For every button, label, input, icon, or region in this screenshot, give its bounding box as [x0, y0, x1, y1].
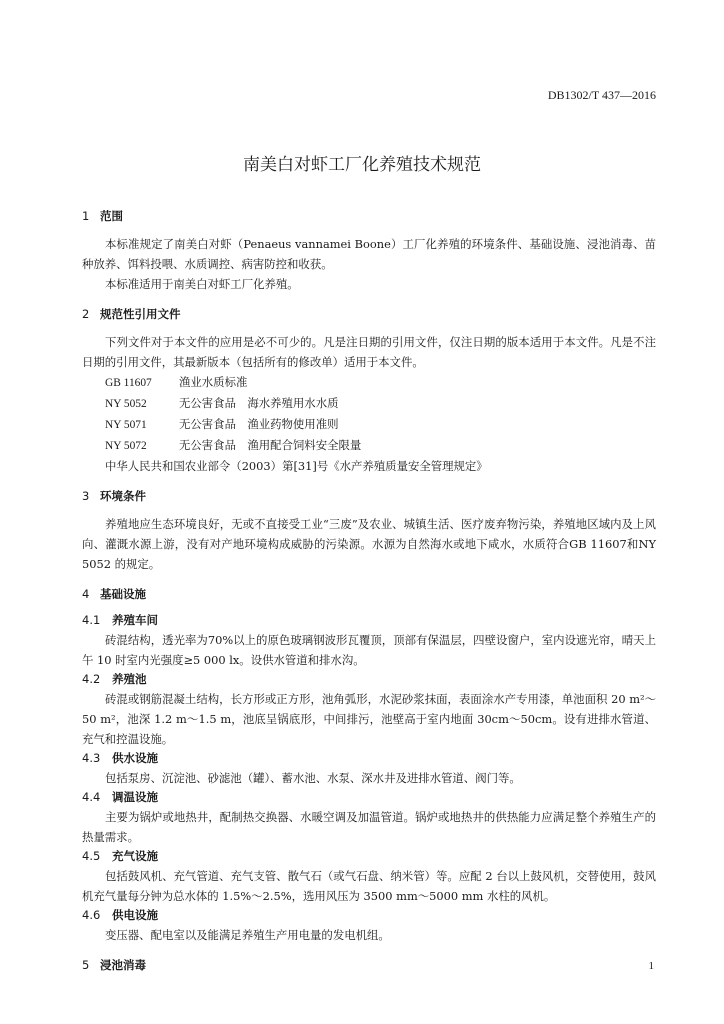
- subsection-heading: 4.2 养殖池: [82, 672, 147, 686]
- paragraph: 本标准规定了南美白对虾（Penaeus vannamei Boone）工厂化养殖的环境条件、基础设施、浸池消毒、苗种放养、饵料投喂、水质调控、病害防控和收获。: [82, 237, 656, 271]
- subsection-heading: 4.3 供水设施: [82, 751, 158, 765]
- doc-number: DB1302/T 437—2016: [547, 88, 656, 102]
- paragraph: 包括鼓风机、充气管道、充气支管、散气石（或气石盘、纳米管）等。应配 2 台以上鼓风机，交替使用，鼓风机充气量每分钟为总水体的 1.5%～2.5%，选用风压为 3500 mm～5000 mm 水柱的风机。: [82, 869, 656, 903]
- section-heading-1: 1 范围: [82, 209, 123, 223]
- section-heading-4: 4 基础设施: [82, 587, 146, 601]
- paragraph: 下列文件对于本文件的应用是必不可少的。凡是注日期的引用文件，仅注日期的版本适用于本文件。凡是不注日期的引用文件，其最新版本（包括所有的修改单）适用于本文件。: [82, 335, 656, 369]
- reference-item: GB 11607 渔业水质标准: [105, 375, 248, 389]
- paragraph: 养殖地应生态环境良好，无或不直接受工业“三废”及农业、城镇生活、医疗废弃物污染，养殖地区域内及上风向、灌溉水源上游，没有对产地环境构成威胁的污染源。水源为自然海水或地下咸水，水质符合GB 11607和NY 5052 的规定。: [82, 517, 656, 571]
- reference-item: 中华人民共和国农业部令（2003）第[31]号《水产养殖质量安全管理规定》: [105, 459, 488, 473]
- page-number: 1: [648, 960, 654, 972]
- document-body: [82, 208, 656, 983]
- reference-item: NY 5072 无公害食品 渔用配合饲料安全限量: [105, 438, 362, 452]
- subsection-heading: 4.5 充气设施: [82, 849, 158, 863]
- subsection-heading: 4.4 调温设施: [82, 790, 158, 804]
- page-title: 南美白对虾工厂化养殖技术规范: [243, 155, 481, 175]
- paragraph: 砖混或钢筋混凝土结构，长方形或正方形，池角弧形，水泥砂浆抹面，表面涂水产专用漆，单池面积 20 m²～50 m²，池深 1.2 m～1.5 m，池底呈锅底形，中间排污，池壁高于室内地面 30cm～50cm。设有进排水管道、充气和控温设施。: [82, 692, 656, 746]
- subsection-heading: 4.6 供电设施: [82, 908, 158, 922]
- reference-item: NY 5071 无公害食品 渔业药物使用准则: [105, 417, 339, 431]
- paragraph: 包括泵房、沉淀池、砂滤池（罐）、蓄水池、水泵、深水井及进排水管道、阀门等。: [105, 771, 521, 785]
- section-heading-2: 2 规范性引用文件: [82, 307, 181, 321]
- section-heading-3: 3 环境条件: [82, 489, 146, 503]
- reference-item: NY 5052 无公害食品 海水养殖用水水质: [105, 396, 339, 410]
- paragraph: 本标准适用于南美白对虾工厂化养殖。: [105, 277, 299, 291]
- subsection-heading: 4.1 养殖车间: [82, 613, 158, 627]
- section-heading-5: 5 浸池消毒: [82, 958, 146, 972]
- paragraph: 变压器、配电室以及能满足养殖生产用电量的发电机组。: [105, 928, 390, 942]
- paragraph: 主要为锅炉或地热井，配制热交换器、水暖空调及加温管道。锅炉或地热井的供热能力应满足整个养殖生产的热量需求。: [82, 810, 656, 844]
- paragraph: 砖混结构，透光率为70%以上的原色玻璃钢波形瓦覆顶，顶部有保温层，四壁设窗户，室内设遮光帘，晴天上午 10 时室内光强度≥5 000 lx。设供水管道和排水沟。: [82, 633, 656, 667]
